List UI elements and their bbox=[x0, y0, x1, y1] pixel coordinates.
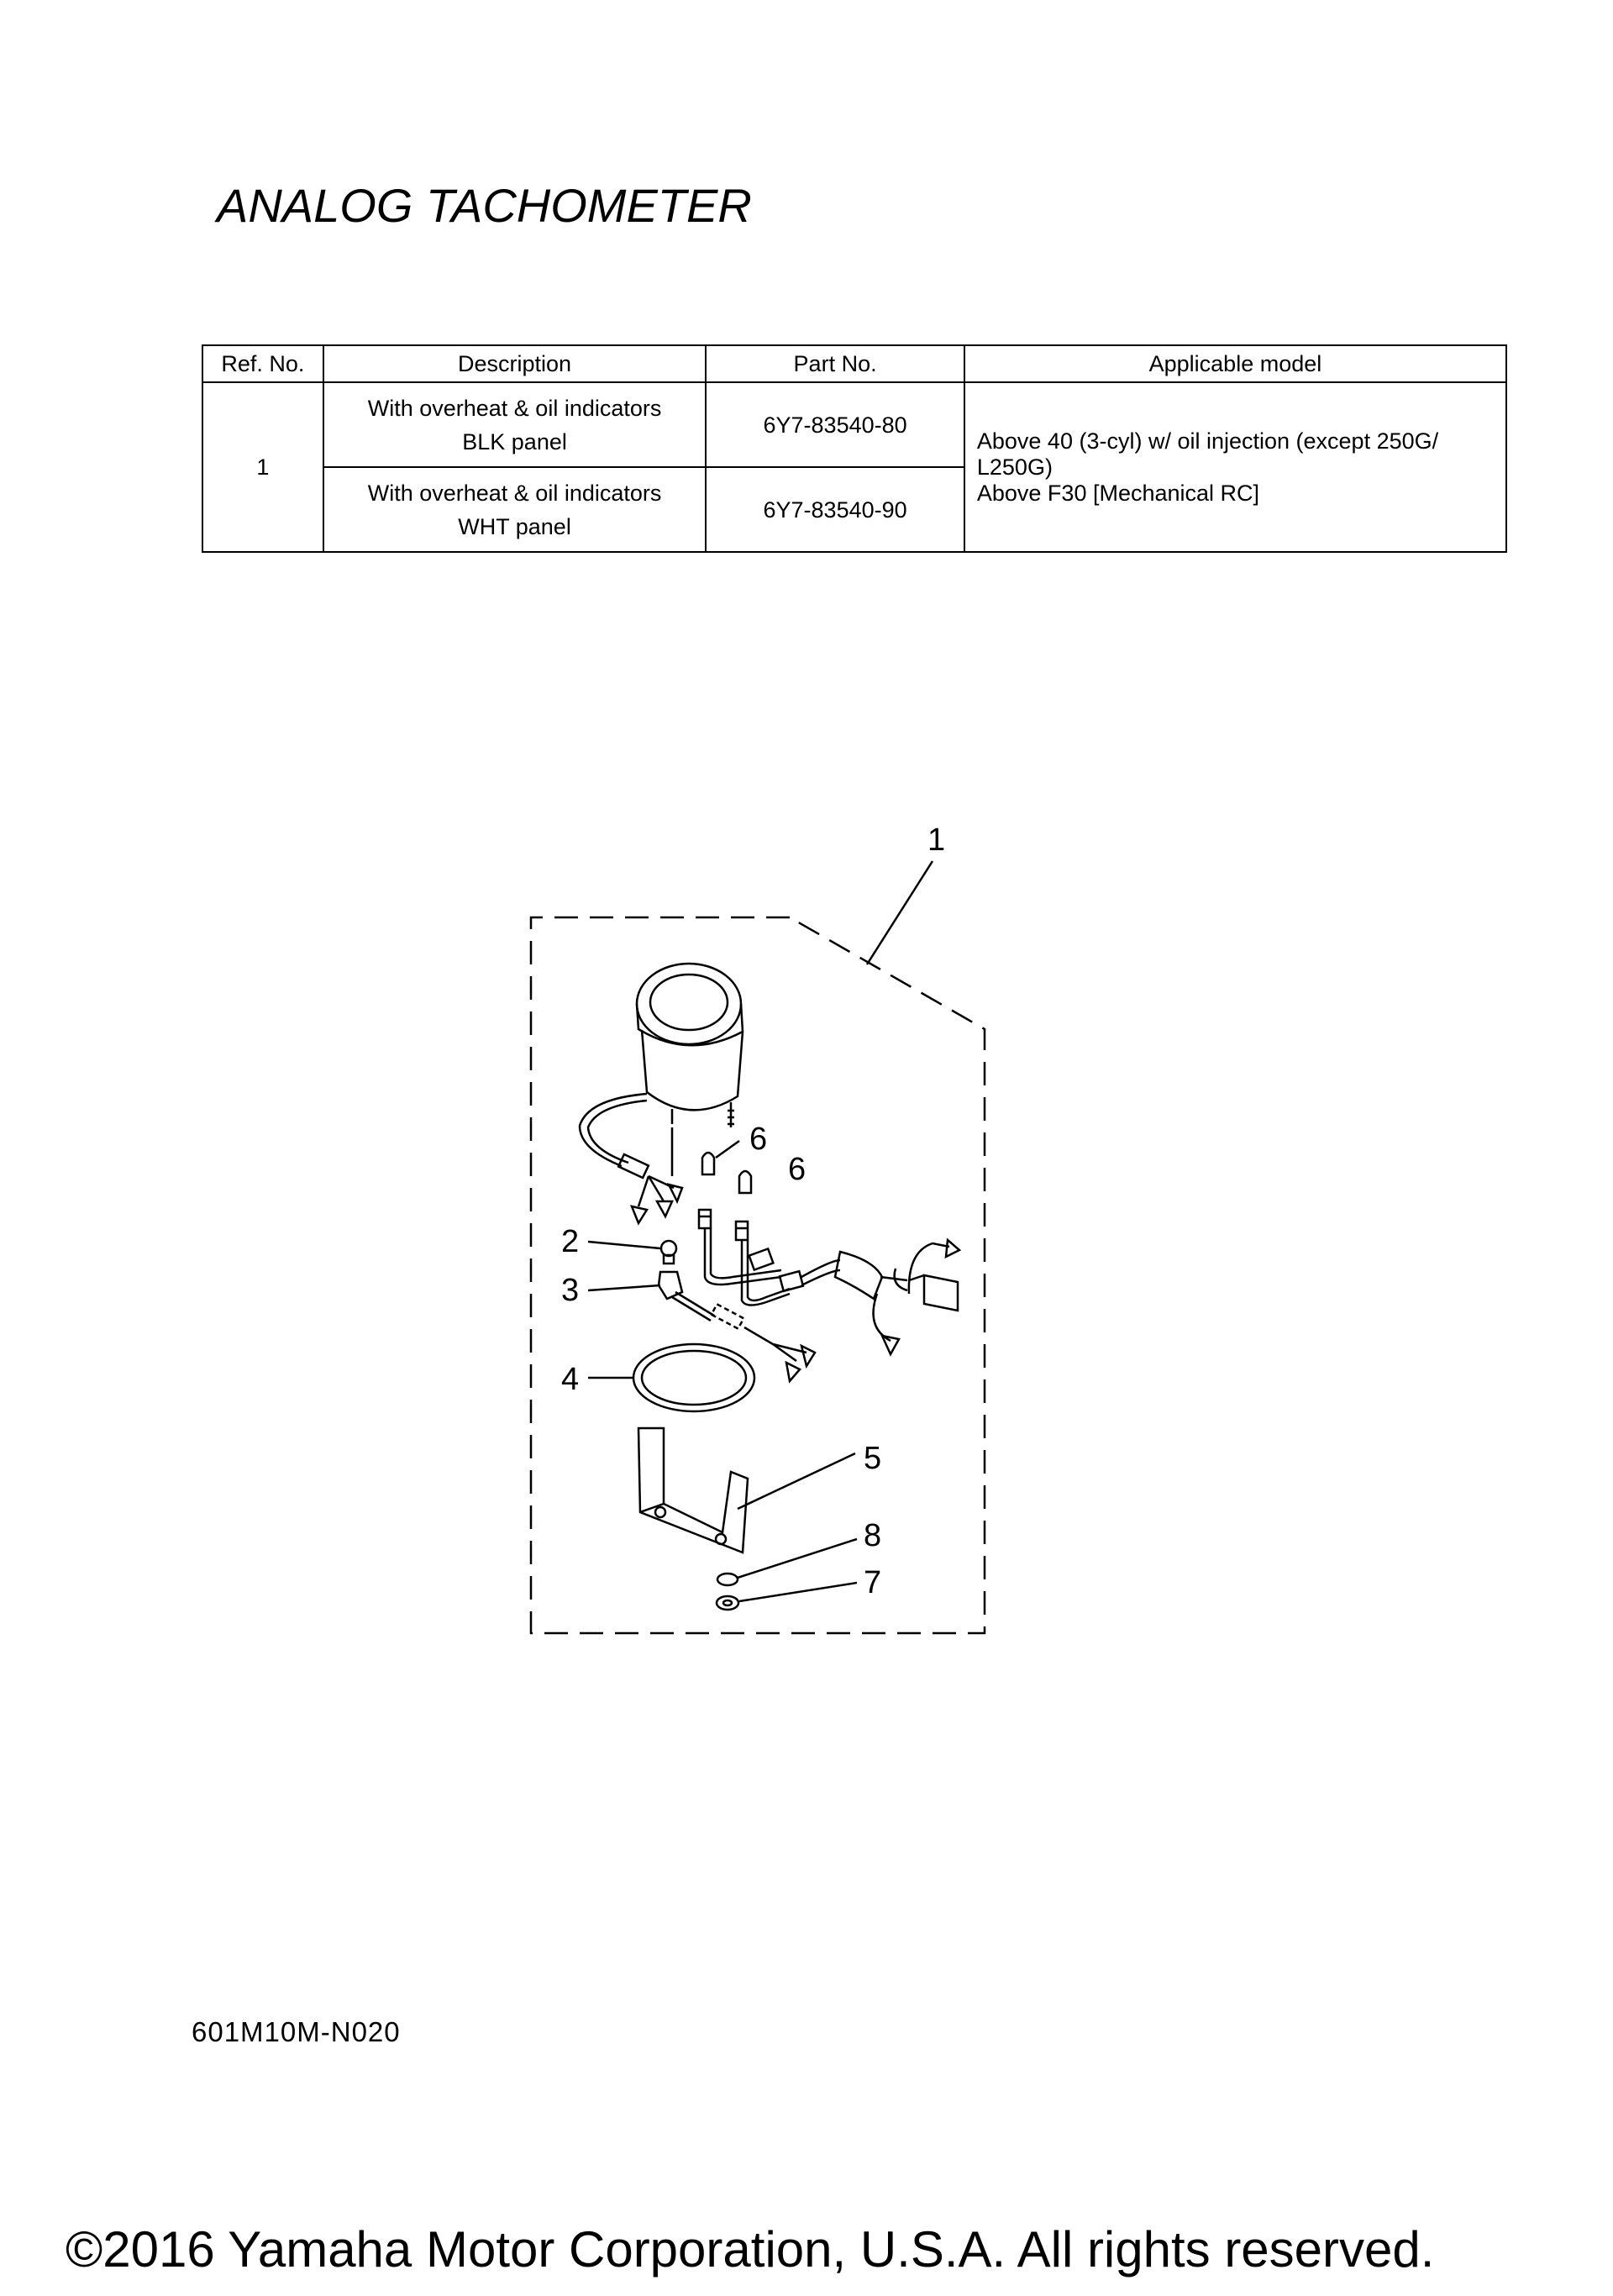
leader-line bbox=[867, 861, 933, 964]
callout-5: 5 bbox=[864, 1441, 882, 1476]
description-line: WHT panel bbox=[458, 513, 571, 539]
socket-harness bbox=[699, 1210, 959, 1354]
nut-part-7 bbox=[717, 1596, 738, 1610]
part-no-cell: 6Y7-83540-90 bbox=[706, 467, 964, 552]
description-line: With overheat & oil indicators bbox=[367, 395, 662, 421]
callout-1: 1 bbox=[927, 822, 946, 858]
ref-no-cell: 1 bbox=[202, 382, 323, 552]
indicator-bulb bbox=[702, 1153, 751, 1193]
document-code: 601M10M-N020 bbox=[192, 2016, 401, 2047]
callout-2: 2 bbox=[561, 1224, 580, 1259]
description-line: With overheat & oil indicators bbox=[367, 480, 662, 506]
model-line: Above F30 [Mechanical RC] bbox=[976, 480, 1260, 506]
model-line: Above 40 (3-cyl) w/ oil injection (except 250G/ bbox=[976, 428, 1439, 454]
model-line: L250G) bbox=[976, 454, 1053, 480]
callout-4: 4 bbox=[561, 1362, 580, 1397]
tachometer-gauge bbox=[637, 964, 743, 1127]
callout-3: 3 bbox=[561, 1273, 580, 1308]
header-ref-no: Ref. No. bbox=[202, 345, 323, 382]
callout-6: 6 bbox=[788, 1152, 806, 1187]
header-description: Description bbox=[323, 345, 706, 382]
gauge-wires bbox=[580, 1094, 682, 1223]
leader-line bbox=[739, 1583, 857, 1601]
copyright-notice: ©2016 Yamaha Motor Corporation, U.S.A. All rights reserved. bbox=[66, 2221, 1435, 2278]
assembly-boundary bbox=[531, 917, 985, 1633]
header-applicable-model: Applicable model bbox=[964, 345, 1506, 382]
leader-line bbox=[738, 1539, 857, 1578]
leader-line bbox=[588, 1242, 660, 1248]
gasket-part-4 bbox=[633, 1344, 754, 1411]
header-part-no: Part No. bbox=[706, 345, 964, 382]
leader-line bbox=[588, 1285, 660, 1290]
page-title: ANALOG TACHOMETER bbox=[217, 179, 752, 232]
washer-part-8 bbox=[717, 1574, 738, 1585]
callout-8: 8 bbox=[864, 1518, 882, 1553]
leader-line bbox=[738, 1453, 855, 1509]
bulb-part-2 bbox=[661, 1241, 676, 1264]
part-no-cell: 6Y7-83540-80 bbox=[706, 382, 964, 467]
bracket-part-5 bbox=[638, 1428, 748, 1553]
callout-6: 6 bbox=[749, 1122, 768, 1157]
description-line: BLK panel bbox=[462, 428, 567, 454]
callout-7: 7 bbox=[864, 1565, 882, 1600]
leader-line bbox=[716, 1141, 739, 1158]
